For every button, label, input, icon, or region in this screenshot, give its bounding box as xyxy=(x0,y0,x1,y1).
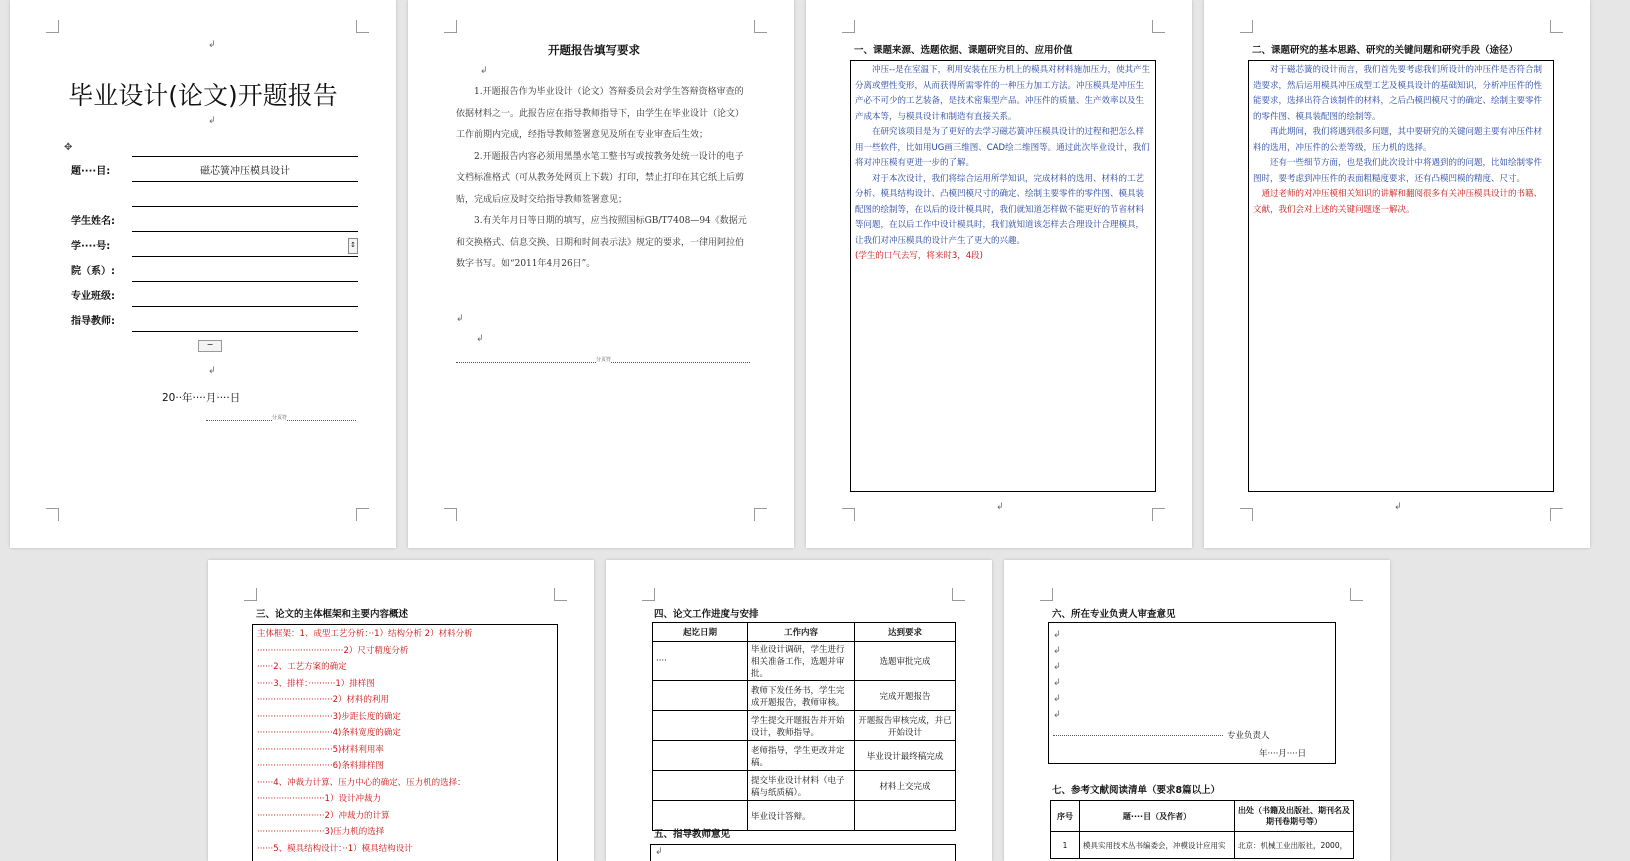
paragraph-mark: ↲ xyxy=(208,40,216,50)
body-paragraph: 再此期间，我们将遇到很多问题，其中要研究的关键问题主要有冲压件材料的选用，冲压件的公差等级，压力机的选择。 xyxy=(1253,127,1543,153)
table-move-handle[interactable]: ✥ xyxy=(64,142,73,153)
schedule-cell[interactable] xyxy=(653,741,748,771)
schedule-cell[interactable]: 提交毕业设计材料（电子稿与纸质稿）。 xyxy=(748,771,855,801)
paragraph-mark: ↲ xyxy=(996,502,1004,512)
margin-mark xyxy=(642,588,655,601)
page-section-4 xyxy=(606,560,992,861)
info-row xyxy=(68,232,358,257)
schedule-cell[interactable]: 教师下发任务书，学生完成开题报告，教师审核。 xyxy=(748,681,855,711)
schedule-row xyxy=(653,681,956,711)
outline-line: ····························3)步距长度的确定 xyxy=(257,711,401,722)
red-note: (学生的口气去写，将来时3，4段) xyxy=(855,251,983,261)
reference-header: 序号 xyxy=(1051,801,1080,832)
info-row xyxy=(68,182,358,207)
info-label xyxy=(68,182,132,207)
margin-mark xyxy=(1350,588,1363,601)
reviewer-opinion-box xyxy=(1048,622,1336,764)
outline-line: ····························2）材料的利用 xyxy=(257,695,390,705)
schedule-cell[interactable]: 老师指导，学生更改并定稿。 xyxy=(748,741,855,771)
section-body xyxy=(851,61,1155,267)
schedule-row xyxy=(653,711,956,741)
paragraph-mark: ↲ xyxy=(476,334,484,344)
margin-mark xyxy=(842,508,855,521)
schedule-header: 达到要求 xyxy=(855,623,956,642)
advisor-opinion-box xyxy=(650,844,956,861)
schedule-cell[interactable]: 毕业设计调研，学生进行相关准备工作，选题并审批。 xyxy=(748,642,855,681)
margin-mark xyxy=(356,20,369,33)
paragraph-mark: ↲ xyxy=(1053,678,1061,688)
outline-line: 主体框架：1、成型工艺分析：··1）结构分析 2）材料分析 xyxy=(257,629,473,639)
info-value[interactable] xyxy=(132,232,358,257)
schedule-cell[interactable]: ···· xyxy=(653,642,748,681)
signer-label: 专业负责人 xyxy=(1227,731,1270,741)
schedule-cell[interactable] xyxy=(855,801,956,831)
paragraph-mark: ↲ xyxy=(1053,662,1061,672)
schedule-row xyxy=(653,642,956,681)
paragraph-mark: ↲ xyxy=(1053,630,1061,640)
page-section-2 xyxy=(1204,0,1590,548)
info-label: 学生姓名: xyxy=(71,215,115,227)
schedule-row xyxy=(653,741,956,771)
page-break-label: 分页符 xyxy=(596,357,612,363)
margin-mark xyxy=(46,20,59,33)
section-text-box xyxy=(850,60,1156,492)
margin-mark xyxy=(1040,588,1053,601)
reference-cell: 1 xyxy=(1051,832,1080,859)
requirement-item: 1.开题报告作为毕业设计（论文）答辩委员会对学生答辩资格审查的依据材料之一。此报告应在指导教师指导下，由学生在毕业设计（论文）工作前期内完成，经指导教师签署意见及所在专业审查后生效； xyxy=(456,87,745,140)
info-row xyxy=(68,157,358,182)
section-heading: 六、所在专业负责人审查意见 xyxy=(1052,609,1176,620)
paragraph-mark: ↲ xyxy=(480,66,488,76)
paragraph-mark: ↲ xyxy=(456,314,464,324)
section-heading: 三、论文的主体框架和主要内容概述 xyxy=(256,609,409,620)
info-row xyxy=(68,282,358,307)
body-paragraph: 对于磁芯簧的设计而言，我们首先要考虑我们所设计的冲压件是否符合制造要求，然后运用模具冲压成型工艺及模具设计的基础知识，分析冲压件的性能要求，选择出符合该制件的材料，之后凸模凹模尺寸的确定、绘制主要零件的零件图、模具装配图的绘制等。 xyxy=(1253,65,1543,122)
table-resize-handle[interactable]: ↕ xyxy=(348,238,358,254)
reference-cell: 模具实用技术丛书编委会，冲模设计应用实 xyxy=(1080,832,1235,859)
requirement-item: 3.有关年月日等日期的填写，应当按照国标GB/T7408—94《数据元和交换格式、信息交换、日期和时间表示法》规定的要求，一律用阿拉伯数字书写。如“2011年4月26日”。 xyxy=(456,216,747,269)
requirements-title: 开题报告填写要求 xyxy=(548,43,640,57)
table-add-row-button[interactable]: − xyxy=(198,340,222,352)
margin-mark xyxy=(1152,508,1165,521)
section-heading: 七、参考文献阅读清单（要求8篇以上） xyxy=(1052,785,1221,796)
page-break-label: 分页符 xyxy=(272,415,288,421)
schedule-cell[interactable]: 毕业设计最终稿完成 xyxy=(855,741,956,771)
page-section-1 xyxy=(806,0,1192,548)
paragraph-mark: ↲ xyxy=(208,116,216,126)
margin-mark xyxy=(554,588,567,601)
info-label: 专业班级: xyxy=(71,290,115,302)
info-label: 学····号: xyxy=(71,240,111,252)
paragraph-mark: ↲ xyxy=(1053,646,1061,656)
margin-mark xyxy=(356,508,369,521)
paragraph-mark: ↲ xyxy=(208,366,216,376)
page-section-3 xyxy=(208,560,594,861)
page-section-6 xyxy=(1004,560,1390,861)
section-heading: 四、论文工作进度与安排 xyxy=(654,609,759,620)
red-note: 通过老师的对冲压模相关知识的讲解和翻阅很多有关冲压模具设计的书籍、文献，我们会对上述的关键问题逐一解决。 xyxy=(1253,189,1543,215)
reference-header: 题····目（及作者） xyxy=(1080,801,1235,832)
cover-title: 毕业设计(论文)开题报告 xyxy=(68,81,338,110)
body-paragraph: 还有一些细节方面，也是我们此次设计中将遇到的的问题，比如绘制零件图时，要考虑到冲压件的表面粗糙度要求，还有凸模凹模的精度、尺寸。 xyxy=(1253,158,1543,184)
requirement-item: 2.开题报告内容必须用黑墨水笔工整书写或按教务处统一设计的电子文档标准格式（可从教务处网页上下载）打印，禁止打印在其它纸上后剪贴，完成后应及时交给指导教师签署意见； xyxy=(456,151,745,205)
paragraph-mark: ↲ xyxy=(655,847,663,857)
info-label: 院（系）: xyxy=(71,265,115,277)
margin-mark xyxy=(754,508,767,521)
schedule-cell[interactable]: 学生提交开题报告并开始设计，教师指导。 xyxy=(748,711,855,741)
reference-cell: 北京：机械工业出版社，2000， xyxy=(1235,832,1354,859)
schedule-table xyxy=(652,622,956,831)
schedule-cell[interactable]: 完成开题报告 xyxy=(855,681,956,711)
schedule-cell[interactable] xyxy=(653,681,748,711)
reference-header: 出处（书籍及出版社、期刊名及期刊卷期号等） xyxy=(1235,801,1354,832)
info-label: 题····目: xyxy=(71,165,111,177)
outline-line: ·························2）冲裁力的计算 xyxy=(257,810,390,821)
review-date: 年····月····日 xyxy=(1259,749,1307,759)
paragraph-mark: ↲ xyxy=(1053,710,1061,720)
info-value[interactable] xyxy=(132,282,358,307)
signer-dots xyxy=(1053,735,1223,736)
info-value[interactable]: 磁芯簧冲压模具设计 xyxy=(132,157,358,182)
section-body xyxy=(1249,61,1553,220)
info-value[interactable] xyxy=(132,182,358,207)
margin-mark xyxy=(1240,508,1253,521)
schedule-cell[interactable]: 材料上交完成 xyxy=(855,771,956,801)
info-label: 指导教师: xyxy=(71,315,115,327)
margin-mark xyxy=(444,508,457,521)
body-paragraph: 对于本次设计，我们将综合运用所学知识，完成材料的选用、材料的工艺分析、模具结构设计、凸模凹模尺寸的确定、绘制主要零件的零件图、模具装配图的绘制等，在以后的设计模具时，我们就知道怎样做不能更好的节省材料等问题，在以后工作中设计模具时，我们就知道该怎样去合理设计合理模具，让我们对冲压模具的设计产生了更大的兴趣。 xyxy=(855,173,1145,246)
page-requirements xyxy=(408,0,794,548)
outline-line: ······4、冲裁力计算、压力中心的确定、压力机的选择： xyxy=(257,777,466,788)
margin-mark xyxy=(1550,508,1563,521)
outline-line: ·························1）设计冲裁力 xyxy=(257,794,381,804)
margin-mark xyxy=(46,508,59,521)
margin-mark xyxy=(952,588,965,601)
margin-mark xyxy=(1550,20,1563,33)
schedule-cell[interactable] xyxy=(653,711,748,741)
margin-mark xyxy=(244,588,257,601)
schedule-cell[interactable]: 选题审批完成 xyxy=(855,642,956,681)
info-value[interactable] xyxy=(132,257,358,282)
margin-mark xyxy=(1152,20,1165,33)
schedule-cell[interactable] xyxy=(653,771,748,801)
outline-line: ·························3)压力机的选择 xyxy=(257,827,385,837)
info-row xyxy=(68,257,358,282)
margin-mark xyxy=(842,20,855,33)
reviewer-marks xyxy=(1053,627,1061,723)
schedule-header: 起讫日期 xyxy=(653,623,748,642)
section-heading: 五、指导教师意见 xyxy=(654,829,731,840)
margin-mark xyxy=(754,20,767,33)
outline-line: ····························5)材料利用率 xyxy=(257,744,384,755)
margin-mark xyxy=(444,20,457,33)
body-paragraph: 在研究该项目是为了更好的去学习磁芯簧冲压模具设计的过程和把怎么样用一些软件，比如用UG画三维图、CAD绘二维图等。通过此次毕业设计，我们将对冲压模有更进一步的了解。 xyxy=(855,127,1150,168)
outline-line: ······2、工艺方案的确定 xyxy=(257,662,347,672)
paragraph-mark: ↲ xyxy=(1394,502,1402,512)
section-text-box xyxy=(252,624,558,861)
outline-list xyxy=(253,625,557,858)
schedule-row xyxy=(653,771,956,801)
info-row xyxy=(68,307,358,332)
references-table xyxy=(1050,800,1354,859)
page-cover xyxy=(10,0,396,548)
margin-mark xyxy=(1240,20,1253,33)
outline-line: ····························6)条料排样图 xyxy=(257,761,384,771)
schedule-cell[interactable]: 开题报告审核完成，并已开始设计 xyxy=(855,711,956,741)
requirements-body xyxy=(456,82,750,276)
paragraph-mark: ↲ xyxy=(1053,694,1061,704)
section-heading: 一、课题来源、选题依据、课题研究目的、应用价值 xyxy=(854,45,1073,56)
outline-line: ······5、模具结构设计：··1）模具结构设计 xyxy=(257,843,413,854)
outline-line: ································2）尺寸精度分析 xyxy=(257,645,409,656)
schedule-header: 工作内容 xyxy=(748,623,855,642)
cover-info-table xyxy=(68,156,358,332)
outline-line: ····························4)条料宽度的确定 xyxy=(257,728,401,738)
cover-date: 20··年····月····日 xyxy=(162,392,241,404)
outline-line: ······3、排样：··········1）排样图 xyxy=(257,678,375,689)
info-value[interactable] xyxy=(132,207,358,232)
body-paragraph: 冲压--是在室温下，利用安装在压力机上的模具对材料施加压力，使其产生分离或塑性变形，从而获得所需零件的一种压力加工方法。冲压模具是冲压生产必不可少的工艺装备，是技术密集型产品。冲压件的质量、生产效率以及生产成本等，与模具设计和制造有直接关系。 xyxy=(855,65,1151,122)
info-row xyxy=(68,207,358,232)
section-text-box xyxy=(1248,60,1554,492)
schedule-cell[interactable]: 毕业设计答辩。 xyxy=(748,801,855,831)
info-value[interactable] xyxy=(132,307,358,332)
section-heading: 二、课题研究的基本思路、研究的关键问题和研究手段（途径） xyxy=(1252,45,1519,56)
